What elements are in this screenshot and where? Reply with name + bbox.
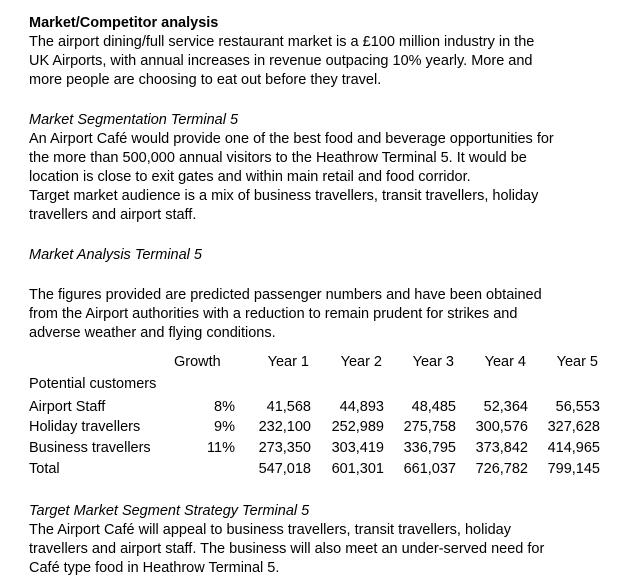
paragraph-line: the more than 500,000 annual visitors to the Heathrow Terminal 5. It would be — [29, 150, 527, 166]
paragraph-line: The Airport Café will appeal to business travellers, transit travellers, holiday — [29, 522, 511, 538]
table-cell: 232,100 — [258, 419, 311, 435]
table-cell: 414,965 — [547, 440, 600, 456]
table-cell: 373,842 — [475, 440, 528, 456]
paragraph-line: from the Airport authorities with a reduction to remain prudent for strikes and — [29, 306, 518, 322]
paragraph-line: Café type food in Heathrow Terminal 5. — [29, 560, 280, 576]
table-cell: 303,419 — [331, 440, 384, 456]
table-cell: 273,350 — [258, 440, 311, 456]
table-cell: 300,576 — [475, 419, 528, 435]
table-cell: 327,628 — [547, 419, 600, 435]
paragraph-line: An Airport Café would provide one of the best food and beverage opportunities for — [29, 131, 554, 147]
paragraph-line: location is close to exit gates and within main retail and food corridor. — [29, 169, 471, 185]
paragraph-line: Target market audience is a mix of business travellers, transit travellers, holiday — [29, 188, 539, 204]
paragraph-line: adverse weather and flying conditions. — [29, 325, 276, 341]
table-cell: 41,568 — [266, 399, 311, 415]
table-group-label: Potential customers — [29, 376, 157, 392]
paragraph-line: UK Airports, with annual increases in revenue outpacing 10% yearly. More and — [29, 53, 533, 69]
table-cell: 252,989 — [331, 419, 384, 435]
table-cell: 336,795 — [403, 440, 456, 456]
table-row-label-total: Total — [29, 461, 60, 477]
table-cell-growth: 8% — [214, 399, 235, 415]
table-cell: 275,758 — [403, 419, 456, 435]
table-row-label: Business travellers — [29, 440, 151, 456]
table-header-year: Year 3 — [412, 354, 454, 370]
paragraph-line: more people are choosing to eat out before they travel. — [29, 72, 382, 88]
table-cell-growth: 9% — [214, 419, 235, 435]
table-row-label: Holiday travellers — [29, 419, 141, 435]
table-cell: 52,364 — [483, 399, 528, 415]
table-cell-total: 547,018 — [258, 461, 311, 477]
table-header-year: Year 4 — [484, 354, 526, 370]
section-heading-strategy: Target Market Segment Strategy Terminal 5 — [29, 503, 310, 519]
table-row-label: Airport Staff — [29, 399, 106, 415]
table-cell-growth: 11% — [207, 440, 235, 456]
section-heading-segmentation: Market Segmentation Terminal 5 — [29, 112, 239, 128]
table-header-year: Year 2 — [340, 354, 382, 370]
table-header-year: Year 5 — [556, 354, 598, 370]
paragraph-line: travellers and airport staff. — [29, 207, 197, 223]
paragraph-line: The airport dining/full service restaurant market is a £100 million industry in the — [29, 34, 535, 50]
paragraph-line: travellers and airport staff. The business will also meet an under-served need for — [29, 541, 545, 557]
table-header-year: Year 1 — [267, 354, 309, 370]
table-cell: 44,893 — [339, 399, 384, 415]
paragraph-line: The figures provided are predicted passenger numbers and have been obtained — [29, 287, 542, 303]
section-heading-market-competitor: Market/Competitor analysis — [29, 15, 219, 31]
table-cell: 56,553 — [555, 399, 600, 415]
section-heading-market-analysis: Market Analysis Terminal 5 — [29, 247, 202, 263]
table-cell-total: 726,782 — [475, 461, 528, 477]
table-cell: 48,485 — [411, 399, 456, 415]
table-cell-total: 601,301 — [331, 461, 384, 477]
table-cell-total: 799,145 — [547, 461, 600, 477]
table-header-growth: Growth — [174, 354, 221, 370]
table-cell-total: 661,037 — [403, 461, 456, 477]
